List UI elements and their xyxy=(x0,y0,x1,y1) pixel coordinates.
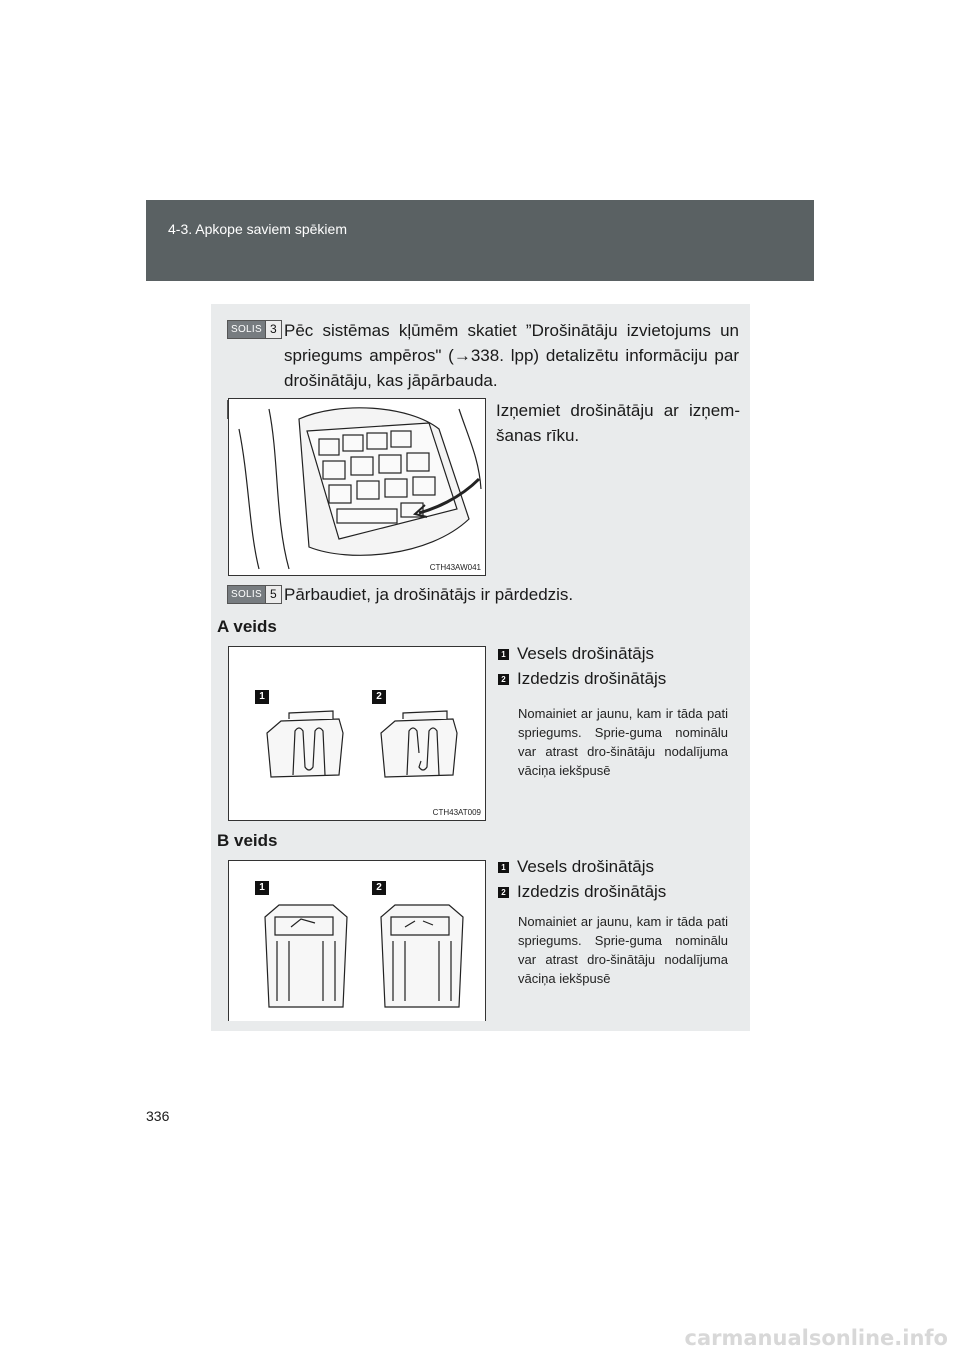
fuse-box-figure xyxy=(228,398,486,576)
fuse-box-illustration xyxy=(229,399,485,575)
type-b-item-2: Izdedzis drošinātājs xyxy=(517,882,667,901)
type-b-note: Nomainiet ar jaunu, kam ir tāda pati spriegums. Sprie-guma nominālu var atrast dro-šinātāju nodalījuma vāciņa iekšpusē xyxy=(518,914,728,986)
step-3-text: Pēc sistēmas kļūmēm skatiet ”Drošinātāju izvietojums un spriegums ampēros" (→338. lpp) detalizētu informāciju par drošinātāju, kas jāpārbauda. xyxy=(284,321,739,390)
figure-number-2: 2 xyxy=(372,690,386,704)
type-a-figure xyxy=(228,646,486,821)
type-a-item-1: Vesels drošinātājs xyxy=(517,644,655,663)
type-b-item-1: Vesels drošinātājs xyxy=(517,857,655,876)
watermark: carmanualsonline.info xyxy=(684,1326,948,1350)
step-5-text: Pārbaudiet, ja drošinātājs ir pārdedzis. xyxy=(284,585,574,604)
type-a-item-2: Izdedzis drošinātājs xyxy=(517,669,667,688)
figure-code: CTH43AT009 xyxy=(432,808,481,817)
step-word: SOLIS xyxy=(228,321,265,338)
item-number-2: 2 xyxy=(498,674,509,685)
type-a-note: Nomainiet ar jaunu, kam ir tāda pati spriegums. Sprie-guma nominālu var atrast dro-šinātāju nodalījuma vāciņa iekšpusē xyxy=(518,706,728,778)
type-b-figure xyxy=(228,860,486,1021)
step-number: 5 xyxy=(265,586,281,603)
figure-code: CTH43AW041 xyxy=(429,563,481,572)
step-badge-3 xyxy=(227,320,282,339)
step-number: 3 xyxy=(265,321,281,338)
item-number-1: 1 xyxy=(498,649,509,660)
figure-number-1: 1 xyxy=(255,881,269,895)
section-title: 4-3. Apkope saviem spēkiem xyxy=(168,221,347,237)
step-4-text: Izņemiet drošinātāju ar izņem-šanas rīku. xyxy=(496,401,740,445)
step-word: SOLIS xyxy=(228,586,265,603)
item-number-1: 1 xyxy=(498,862,509,873)
type-a-heading: A veids xyxy=(217,617,277,636)
type-b-heading: B veids xyxy=(217,831,278,850)
figure-number-2: 2 xyxy=(372,881,386,895)
item-number-2: 2 xyxy=(498,887,509,898)
type-a-fuses-illustration xyxy=(229,647,485,820)
page-number: 336 xyxy=(146,1108,170,1124)
step-badge-5 xyxy=(227,585,282,604)
figure-number-1: 1 xyxy=(255,690,269,704)
section-header xyxy=(146,200,814,281)
content-panel xyxy=(211,304,750,1031)
